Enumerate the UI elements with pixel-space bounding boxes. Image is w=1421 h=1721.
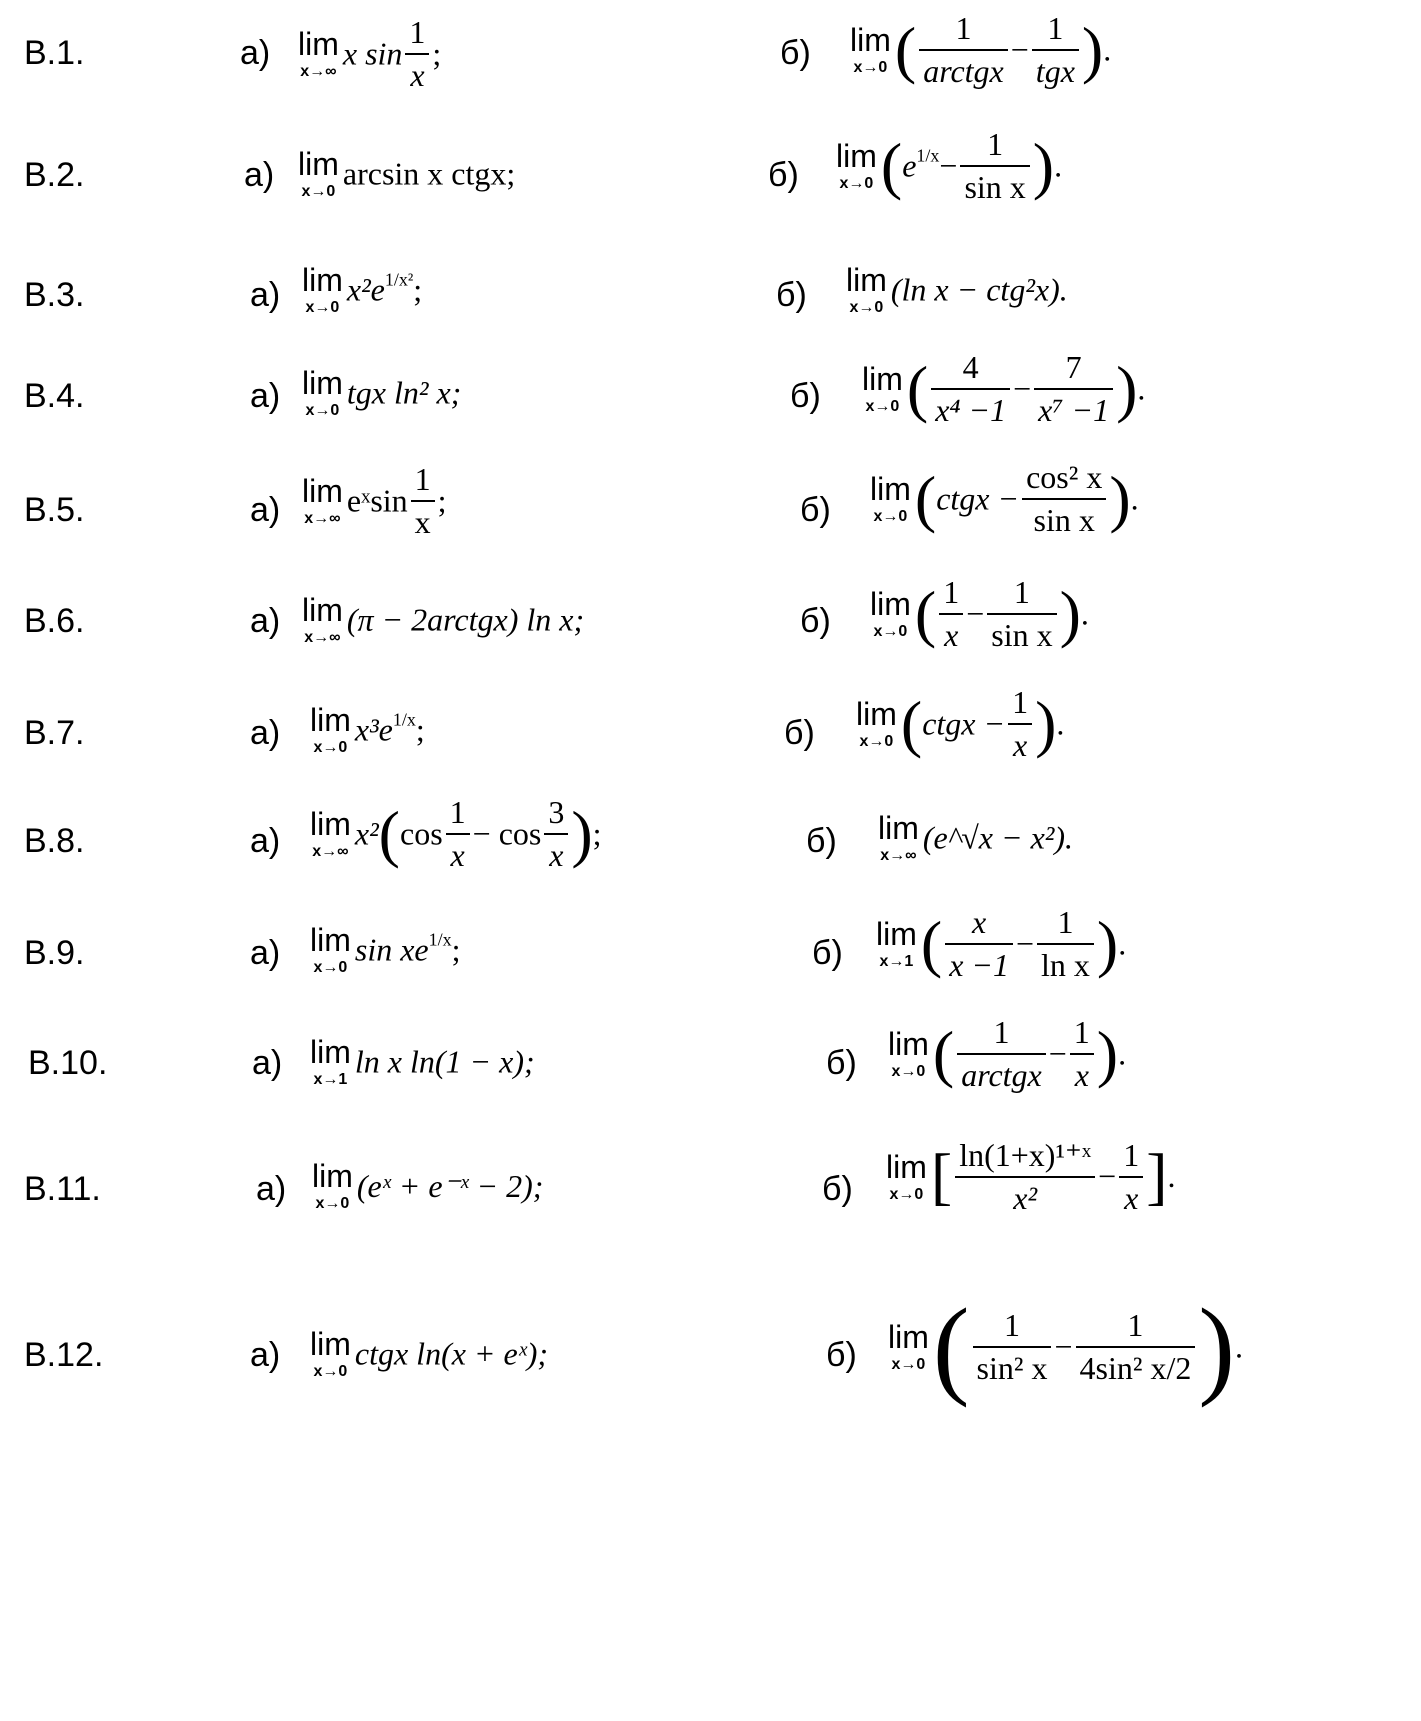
part-b-marker: б) bbox=[826, 1044, 857, 1082]
part-a-expression: lim x→∞ eˣsin $\frac{1}{x}$ ; bbox=[302, 461, 447, 540]
part-a-marker: a) bbox=[250, 714, 281, 752]
problem-row-8 bbox=[0, 790, 1421, 890]
part-a-marker: a) bbox=[250, 1336, 281, 1374]
problem-row-1 bbox=[0, 10, 1421, 100]
part-b-marker: б) bbox=[826, 1336, 857, 1374]
problem-label: B.1. bbox=[24, 34, 85, 72]
part-b-marker: б) bbox=[768, 156, 799, 194]
problem-row-5 bbox=[0, 455, 1421, 565]
part-b-expression: lim x→∞ (e^√x − x²). bbox=[878, 810, 1074, 864]
problem-row-6 bbox=[0, 570, 1421, 670]
problem-label: B.6. bbox=[24, 602, 85, 640]
part-a-marker: a) bbox=[250, 276, 281, 314]
part-b-marker: б) bbox=[806, 822, 837, 860]
problem-row-4 bbox=[0, 345, 1421, 445]
part-a-expression: lim x→0 $x^2e^{1/x^2}$; bbox=[302, 262, 423, 316]
problem-row-11 bbox=[0, 1130, 1421, 1250]
problem-label: B.9. bbox=[24, 934, 85, 972]
part-a-marker: a) bbox=[252, 1044, 283, 1082]
problem-label: B.7. bbox=[24, 714, 85, 752]
problem-label: B.11. bbox=[24, 1170, 101, 1208]
part-a-expression: lim x→0 ctgx ln(x + eˣ); bbox=[310, 1326, 549, 1380]
part-a-marker: a) bbox=[250, 934, 281, 972]
part-a-expression: lim x→∞ (π − 2arctgx) ln x; bbox=[302, 592, 585, 646]
part-b-marker: б) bbox=[812, 934, 843, 972]
part-a-marker: a) bbox=[250, 491, 281, 529]
problem-row-2 bbox=[0, 120, 1421, 230]
part-b-expression: lim x→0 [ $\frac{\text{ln(1+x)¹⁺ˣ}}{\text{x²}}$ − $\frac{1}{x}$ ]. bbox=[886, 1136, 1176, 1216]
part-a-expression: lim x→∞ x sin $\frac{1}{x}$ ; bbox=[298, 14, 442, 93]
problem-label: B.3. bbox=[24, 276, 85, 314]
part-b-expression: lim x→0 ( $\frac{1}{\text{arctgx}}$ − $\frac{1}{x}$ ). bbox=[888, 1014, 1127, 1093]
part-b-marker: б) bbox=[790, 377, 821, 415]
problem-row-12 bbox=[0, 1270, 1421, 1450]
problem-row-7 bbox=[0, 680, 1421, 780]
part-b-expression: lim x→0 ( $\frac{4}{\text{x⁴ −1}}$ − $\frac{7}{\text{x⁷ −1}}$ ). bbox=[862, 349, 1146, 428]
part-b-expression: lim x→0 ( $\frac{1}{\text{sin² x}}$ − $\frac{1}{\text{4sin² x/2}}$ ). bbox=[888, 1286, 1243, 1408]
part-a-expression: lim x→0 tgx ln² x; bbox=[302, 365, 462, 419]
part-b-expression: lim x→0 (ctgx − $\frac{1}{x}$ ). bbox=[856, 684, 1065, 763]
problem-row-10 bbox=[0, 1010, 1421, 1120]
part-b-expression: lim x→0 (ln x − ctg²x). bbox=[846, 262, 1068, 316]
part-b-marker: б) bbox=[822, 1170, 853, 1208]
part-b-expression: lim x→0 (ctgx − $\frac{\text{cos² x}}{\text{sin x}}$ ). bbox=[870, 459, 1139, 538]
part-b-expression: lim x→0 ( $\frac{1}{\text{arctgx}}$ − $\frac{1}{\text{tgx}}$ ). bbox=[850, 10, 1112, 89]
problem-label: B.12. bbox=[24, 1336, 104, 1374]
part-a-marker: a) bbox=[256, 1170, 287, 1208]
part-a-marker: a) bbox=[240, 34, 271, 72]
part-b-marker: б) bbox=[800, 491, 831, 529]
part-a-expression: lim x→1 ln x ln(1 − x); bbox=[310, 1034, 535, 1088]
problem-label: B.8. bbox=[24, 822, 85, 860]
problem-label: B.5. bbox=[24, 491, 85, 529]
part-a-marker: a) bbox=[244, 156, 275, 194]
part-a-expression: lim x→0 $\sin xe^{1/x}$; bbox=[310, 922, 461, 976]
problem-row-9 bbox=[0, 900, 1421, 1000]
part-a-expression: lim x→∞ x²(cos $\frac{1}{x}$ − cos $\frac{3}{x}$ ); bbox=[310, 794, 602, 873]
problem-label: B.4. bbox=[24, 377, 85, 415]
part-a-marker: a) bbox=[250, 822, 281, 860]
part-b-marker: б) bbox=[776, 276, 807, 314]
problem-label: B.2. bbox=[24, 156, 85, 194]
part-a-marker: a) bbox=[250, 377, 281, 415]
part-b-marker: б) bbox=[784, 714, 815, 752]
part-a-expression: lim x→0 (eˣ + e⁻ˣ − 2); bbox=[312, 1158, 544, 1212]
problem-label: B.10. bbox=[28, 1044, 108, 1082]
part-b-expression: lim x→0 ($e^{1/x}-$ $\frac{1}{\text{sin x}}$ ). bbox=[836, 126, 1063, 205]
part-b-marker: б) bbox=[780, 34, 811, 72]
part-a-expression: lim x→0 arcsin x ctgx; bbox=[298, 146, 516, 200]
part-b-expression: lim x→0 ( $\frac{1}{x}$ − $\frac{1}{\text{sin x}}$ ). bbox=[870, 574, 1089, 653]
part-b-marker: б) bbox=[800, 602, 831, 640]
problem-row-3 bbox=[0, 240, 1421, 340]
part-a-expression: lim x→0 $x^3e^{1/x}$; bbox=[310, 702, 425, 756]
part-b-expression: lim x→1 ( $\frac{x}{x -1}$ − $\frac{1}{\text{ln x}}$ ). bbox=[876, 904, 1127, 983]
part-a-marker: a) bbox=[250, 602, 281, 640]
